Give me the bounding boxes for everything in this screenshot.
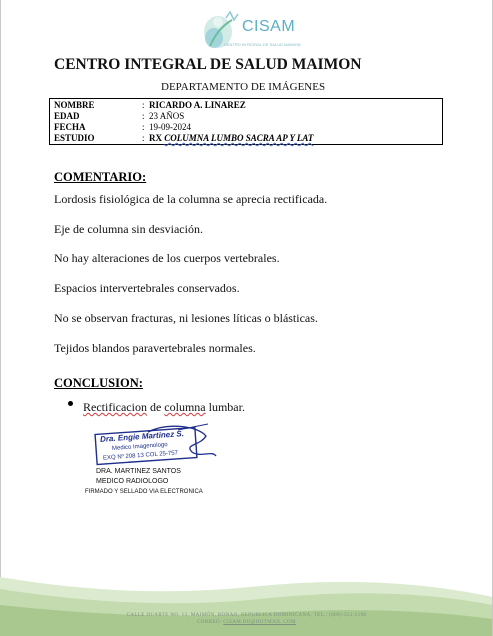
footer-email-label: CORREO: xyxy=(197,620,222,625)
info-colon: : xyxy=(142,133,145,143)
stamp-name: Dra. Engie Martinez S. xyxy=(99,429,185,444)
conclusion-word: lumbar. xyxy=(205,400,245,414)
logo-text: CISAM xyxy=(242,18,296,35)
info-label: NOMBRE xyxy=(54,100,95,110)
stamp-exequatur: EXQ Nº 208 13 COL 25-757 xyxy=(102,450,179,462)
document-title: CENTRO INTEGRAL DE SALUD MAIMON xyxy=(54,56,362,73)
info-label: FECHA xyxy=(54,122,86,132)
comentario-line: Tejidos blandos paravertebrales normales. xyxy=(54,341,256,355)
comentario-line: Espacios intervertebrales conservados. xyxy=(54,281,240,295)
info-value xyxy=(149,133,313,144)
conclusion-word: de xyxy=(146,400,165,414)
info-colon: : xyxy=(142,100,145,110)
info-label: ESTUDIO xyxy=(54,133,95,143)
signer-name: DRA. MARTINEZ SANTOS xyxy=(96,468,181,475)
comentario-heading: COMENTARIO: xyxy=(54,170,147,184)
info-value-study: COLUMNA LUMBO SACRA AP Y LAT xyxy=(164,133,314,143)
conclusion-item xyxy=(83,400,245,415)
footer-address: CALLE DUARTE NO. 13, MAIMÓN, BONAO, REPUBLICA DOMINICANA, TEL.: (809)-551-2198 xyxy=(126,613,367,618)
signer-role: MEDICO RADIOLOGO xyxy=(96,478,169,485)
bullet-icon xyxy=(68,401,73,406)
comentario-line: Lordosis fisiológica de la columna se aprecia rectificada. xyxy=(54,192,328,206)
info-colon: : xyxy=(142,111,145,121)
conclusion-heading: CONCLUSION: xyxy=(54,376,143,390)
footer-email-line xyxy=(0,620,493,625)
info-value: RICARDO A. LINAREZ xyxy=(149,100,246,110)
info-value: 23 AÑOS xyxy=(149,111,185,121)
conclusion-word: Rectificacion xyxy=(83,400,147,414)
info-label: EDAD xyxy=(54,111,80,121)
info-value-prefix: RX xyxy=(149,133,162,143)
info-colon: : xyxy=(142,122,145,132)
patient-info-table xyxy=(49,98,443,145)
info-value: 19-09-2024 xyxy=(149,122,191,132)
comentario-line: Eje de columna sin desviación. xyxy=(54,222,203,236)
signature-note: FIRMADO Y SELLADO VIA ELECTRONICA xyxy=(85,489,203,495)
footer-email[interactable]: CISAM.DO@HOTMAIL.COM xyxy=(223,620,296,625)
stamp-role: Medico Imagenologo xyxy=(111,442,168,452)
comentario-line: No se observan fracturas, ni lesiones líticas o blásticas. xyxy=(54,311,318,325)
logo-subtitle: CENTRO INTEGRAL DE SALUD MAIMON xyxy=(224,42,301,47)
conclusion-word: columna xyxy=(164,400,206,414)
comentario-line: No hay alteraciones de los cuerpos vertebrales. xyxy=(54,251,280,265)
department-label: DEPARTAMENTO DE IMÁGENES xyxy=(161,81,326,93)
